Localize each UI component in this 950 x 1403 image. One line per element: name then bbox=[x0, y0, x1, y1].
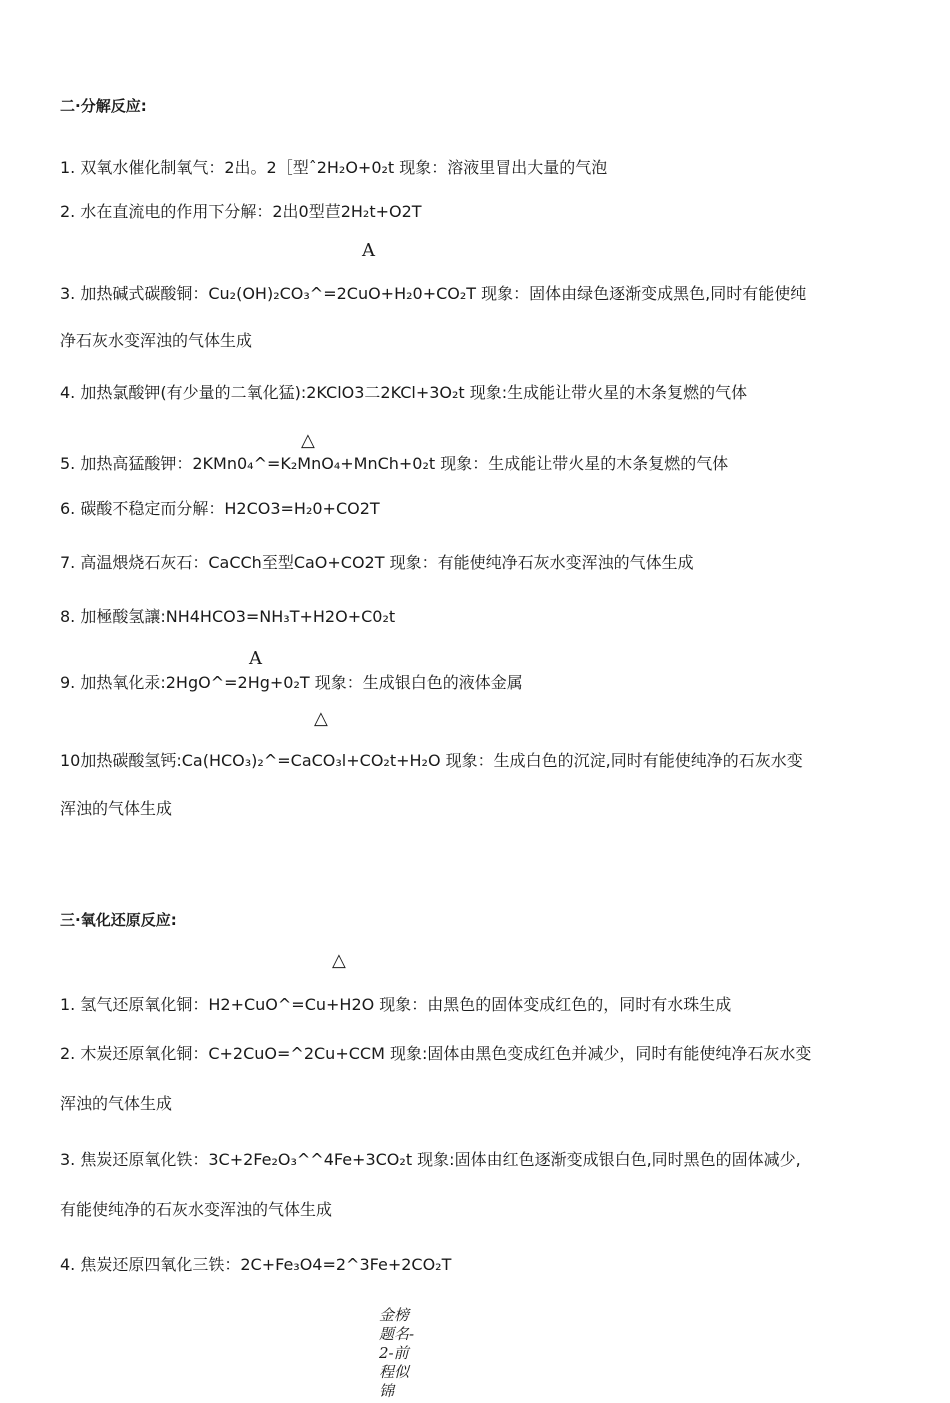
condition-mark: △ bbox=[332, 950, 346, 971]
condition-mark: A bbox=[362, 240, 375, 261]
section-3-heading: 三·氧化还原反应: bbox=[60, 911, 177, 929]
reaction-line: 4. 焦炭还原四氧化三铁：2C+Fe₃O4=2^3Fe+2CO₂T bbox=[60, 1255, 452, 1274]
reaction-line-continued: 浑浊的气体生成 bbox=[60, 1094, 173, 1113]
reaction-line: 2. 水在直流电的作用下分解：2出0型苣2H₂t+O2T bbox=[60, 202, 422, 221]
reaction-line: 10加热碳酸氢钙:Ca(HCO₃)₂^=CaCO₃l+CO₂t+H₂O 现象：生成白色的沉淀,同时有能使纯净的石灰水变 bbox=[60, 751, 803, 770]
reaction-line-continued: 浑浊的气体生成 bbox=[60, 799, 173, 818]
condition-mark: A bbox=[249, 648, 262, 669]
reaction-line: 2. 木炭还原氧化铜：C+2CuO=^2Cu+CCM 现象:固体由黑色变成红色并减少，同时有能使纯净石灰水变 bbox=[60, 1044, 812, 1063]
reaction-line: 5. 加热高猛酸钾：2KMn0₄^=K₂MnO₄+MnCh+0₂t 现象：生成能让带火星的木条复燃的气体 bbox=[60, 454, 729, 473]
reaction-line: 1. 氢气还原氧化铜：H2+CuO^=Cu+H2O 现象：由黑色的固体变成红色的，同时有水珠生成 bbox=[60, 995, 732, 1014]
reaction-line: 3. 焦炭还原氧化铁：3C+2Fe₂O₃^^4Fe+3CO₂t 现象:固体由红色逐渐变成银白色,同时黑色的固体减少, bbox=[60, 1150, 801, 1169]
reaction-line-continued: 净石灰水变浑浊的气体生成 bbox=[60, 331, 253, 350]
reaction-line: 7. 高温煨烧石灰石：CaCCh至型CaO+CO2T 现象：有能使纯净石灰水变浑浊的气体生成 bbox=[60, 553, 694, 572]
reaction-line: 3. 加热碱式碳酸铜：Cu₂(OH)₂CO₃^=2CuO+H₂0+CO₂T 现象：固体由绿色逐渐变成黑色,同时有能使纯 bbox=[60, 284, 807, 303]
reaction-line-continued: 有能使纯净的石灰水变浑浊的气体生成 bbox=[60, 1200, 333, 1219]
condition-mark: △ bbox=[314, 708, 328, 729]
reaction-line: 4. 加热氯酸钾(有少量的二氧化猛):2KClO3二2KCl+3O₂t 现象:生成能让带火星的木条复燃的气体 bbox=[60, 383, 748, 402]
reaction-line: 1. 双氧水催化制氧气：2出。2［型ˆ2H₂O+0₂t 现象：溶液里冒出大量的气泡 bbox=[60, 158, 608, 177]
section-2-heading: 二·分解反应: bbox=[60, 97, 147, 115]
reaction-line: 9. 加热氧化汞:2HgO^=2Hg+0₂T 现象：生成银白色的液体金属 bbox=[60, 673, 523, 692]
reaction-line: 8. 加極酸氢讓:NH4HCO3=NH₃T+H2O+C0₂t bbox=[60, 607, 396, 626]
reaction-line: 6. 碳酸不稳定而分解：H2CO3=H₂0+CO2T bbox=[60, 499, 380, 518]
page-footer: 金榜题名-2-前程似锦 bbox=[379, 1306, 415, 1400]
condition-mark: △ bbox=[301, 430, 315, 451]
